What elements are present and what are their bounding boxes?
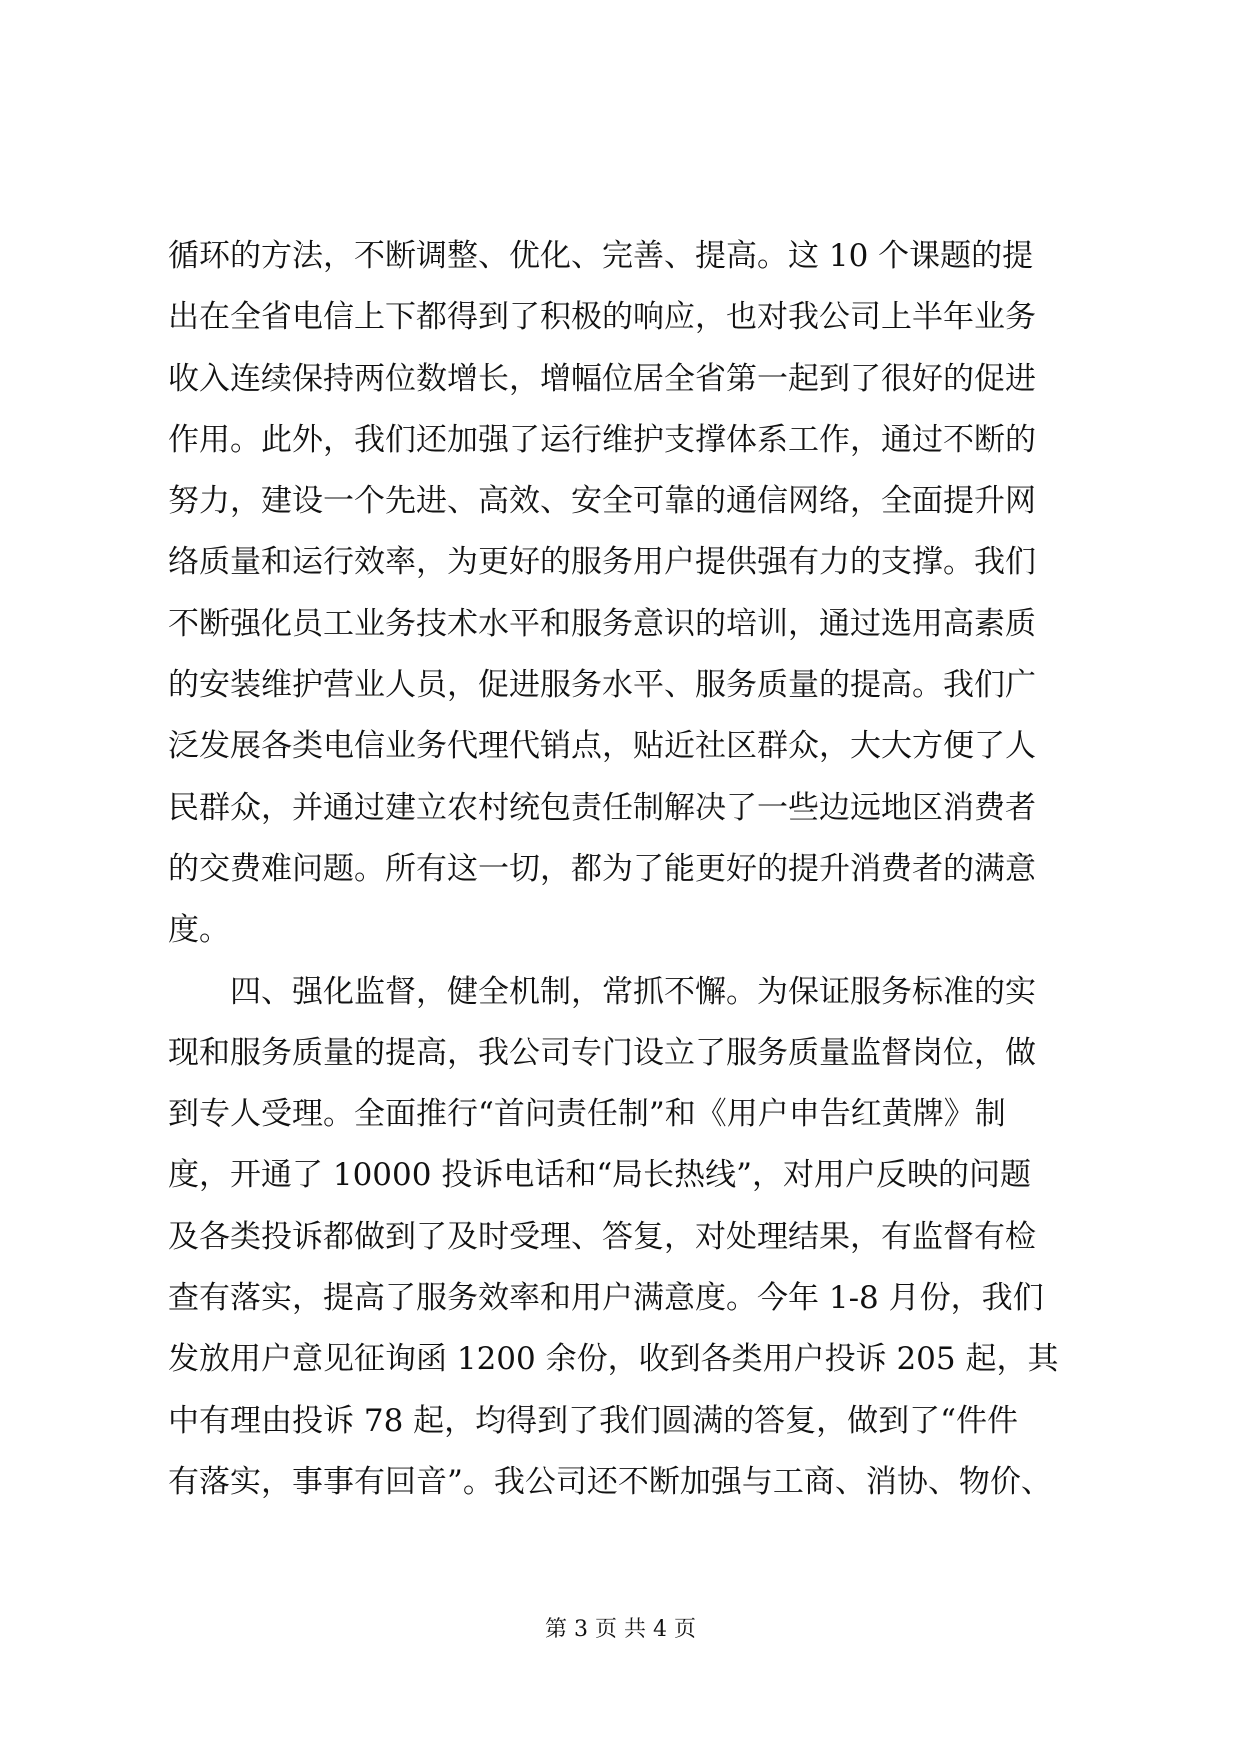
text-line: 的安装维护营业人员，促进服务水平、服务质量的提高。我们广	[168, 667, 1036, 704]
text-line: 到专人受理。全面推行“首问责任制”和《用户申告红黄牌》制	[168, 1096, 1006, 1133]
text-line: 努力，建设一个先进、高效、安全可靠的通信网络，全面提升网	[168, 483, 1036, 520]
text-line: 发放用户意见征询函 1200 余份，收到各类用户投诉 205 起，其	[168, 1341, 1059, 1378]
body-text	[168, 226, 1088, 1513]
text-line: 作用。此外，我们还加强了运行维护支撑体系工作，通过不断的	[168, 421, 1036, 458]
text-line: 的交费难问题。所有这一切，都为了能更好的提升消费者的满意	[168, 850, 1036, 887]
text-line: 及各类投诉都做到了及时受理、答复，对处理结果，有监督有检	[168, 1218, 1036, 1255]
text-line: 中有理由投诉 78 起，均得到了我们圆满的答复，做到了“件件	[168, 1402, 1018, 1439]
text-line: 有落实，事事有回音”。我公司还不断加强与工商、消协、物价、	[168, 1463, 1052, 1500]
page-number: 第 3 页 共 4 页	[545, 1617, 696, 1642]
text-line: 循环的方法，不断调整、优化、完善、提高。这 10 个课题的提	[168, 238, 1034, 274]
text-line: 度，开通了 10000 投诉电话和“局长热线”，对用户反映的问题	[168, 1157, 1032, 1194]
text-line: 四、强化监督，健全机制，常抓不懈。为保证服务标准的实	[230, 973, 1036, 1010]
text-line: 不断强化员工业务技术水平和服务意识的培训，通过选用高素质	[168, 605, 1036, 642]
text-line: 络质量和运行效率，为更好的服务用户提供强有力的支撑。我们	[168, 544, 1036, 581]
text-line: 查有落实，提高了服务效率和用户满意度。今年 1-8 月份，我们	[168, 1280, 1044, 1317]
page-footer	[0, 1615, 1241, 1645]
text-line: 收入连续保持两位数增长，增幅位居全省第一起到了很好的促进	[168, 360, 1036, 397]
text-line: 民群众，并通过建立农村统包责任制解决了一些边远地区消费者	[168, 789, 1036, 826]
text-line: 度。	[168, 912, 230, 949]
text-line: 现和服务质量的提高，我公司专门设立了服务质量监督岗位，做	[168, 1034, 1036, 1071]
text-line: 出在全省电信上下都得到了积极的响应，也对我公司上半年业务	[168, 299, 1036, 336]
paragraph-1	[168, 226, 1088, 962]
text-line: 泛发展各类电信业务代理代销点，贴近社区群众，大大方便了人	[168, 728, 1036, 765]
paragraph-2	[168, 962, 1088, 1514]
